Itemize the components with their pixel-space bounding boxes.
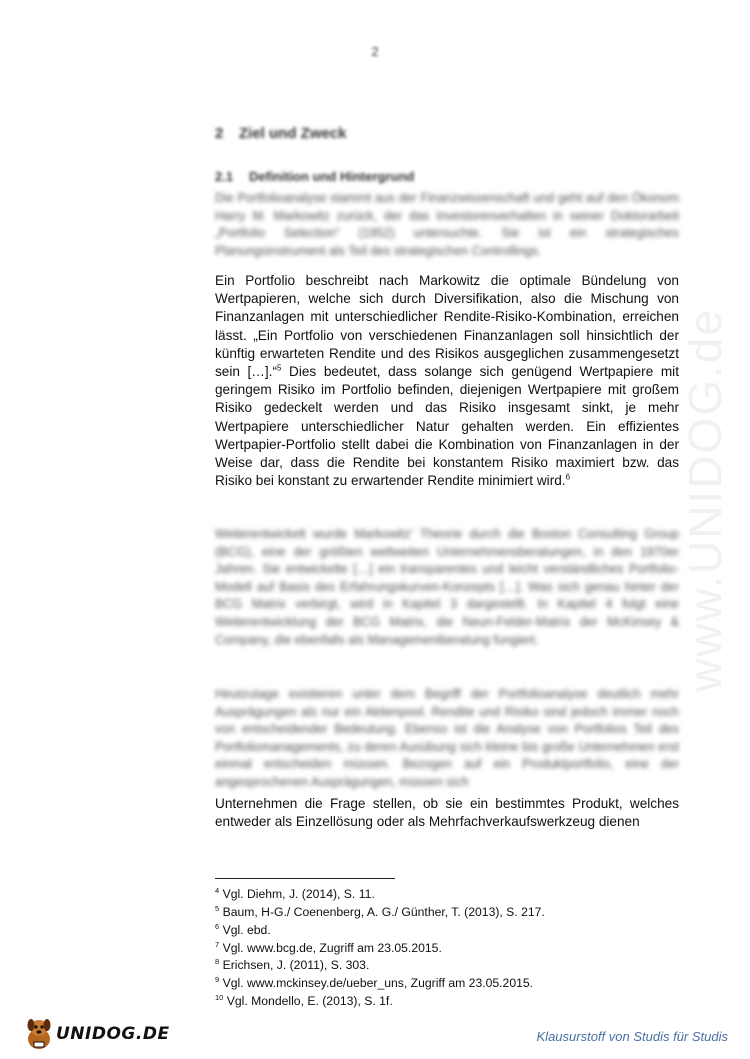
markowitz-paragraph: [215, 272, 679, 490]
watermark-text: www.UNIDOG.de: [679, 308, 731, 692]
chapter-title: Ziel und Zweck: [239, 125, 347, 142]
dog-icon: [24, 1017, 54, 1051]
footnotes: [215, 884, 545, 1009]
blurred-bcg-paragraph: Weiterentwickelt wurde Markowitz' Theorie durch die Boston Consulting Group (BCG), eine der größten weltweiten Unternehmensberatungen, in den 1970er Jahren. Sie entwickelte […] ein transparentes und leicht verständliches Portfolio-Modell auf Basis des Erfahrungskurven-Konzepts […]. Was sich genau hinter der BCG Matrix verbirgt, wird in Kapitel 3 dargestellt. In Kapitel 4 folgt eine Weiterentwicklung der BCG Matrix, die Neun-Felder-Matrix der McKinsey & Company, die ebenfalls als Managementberatung fungiert.: [215, 527, 679, 647]
footnote-item: $^7$ Vgl. www.bcg.de, Zugriff am 23.05.2015.: [215, 939, 442, 955]
footnote-item: $^5$ Baum, H-G./ Coenenberg, A. G./ Günther, T. (2013), S. 217.: [215, 903, 545, 919]
footnote-item: $^6$ Vgl. ebd.: [215, 921, 271, 937]
blurred-today-paragraph: Heutzutage existieren unter dem Begriff der Portfolioanalyse deutlich mehr Ausprägungen als nur ein Aktienpool. Rendite und Risiko sind jedoch immer noch von entscheidender Bedeutung. Ebenso ist die Analyse von Portfolios Teil des Portfoliomanagements, zu deren Ausübung sich kleine bis große Unternehmen erst einmal entscheiden müssen. Bezogen auf ein Produktportfolio, eine der angesprochenen Ausprägungen, müssen sich: [215, 687, 679, 789]
tail-paragraph: Unternehmen die Frage stellen, ob sie ein bestimmtes Produkt, welches entweder als Einzellösung oder als Mehrfachverkaufswerkzeug dienen: [215, 796, 679, 830]
chapter-number: 2: [215, 125, 224, 142]
page-number: 2: [371, 44, 379, 59]
blurred-intro-paragraph: Die Portfolioanalyse stammt aus der Finanzwissenschaft und geht auf den Ökonom Harry M. Markowitz zurück, der das Investorenverhalten in seiner Doktorarbeit „Portfolio Selection“ (1952) untersuchte. Sie ist ein strategisches Planungsinstrument als Teil des strategischen Controllings.: [215, 191, 679, 258]
footnote-separator: [215, 878, 395, 879]
footer-tagline: Klausurstoff von Studis für Studis: [536, 1029, 728, 1044]
section-title: Definition und Hintergrund: [249, 169, 415, 184]
markowitz-text-2: Dies bedeutet, dass solange sich genügend Wertpapiere mit geringem Risiko im Portfolio befinden, diejenigen Wertpapiere mit großem Risiko gedeckelt werden und das Risiko insgesamt sinkt, je mehr Wertpapiere unterschiedlicher Natur gehalten werden. Ein effizientes Wertpapier-Portfolio stellt dabei die Kombination von Finanzanlagen in der Weise dar, dass die Rendite bei konstantem Risiko maximiert bzw. das Risiko bei konstant zu erwartender Rendite minimiert wird.: [215, 364, 679, 489]
footnote-item: $^4$ Vgl. Diehm, J. (2014), S. 11.: [215, 886, 375, 902]
footnote-ref-5: 5: [276, 363, 282, 373]
markowitz-text-1: Ein Portfolio beschreibt nach Markowitz die optimale Bündelung von Wertpapieren, welche sich durch Diversifikation, also die Mischung von Finanzanlagen mit unterschiedlicher Rendite-Risiko-Kombination, erreichen lässt. „Ein Portfolio von verschiedenen Finanzanlagen soll hinsichtlich der künftig erwarteten Rendite und des Risikos ausgeglichen zusammengesetzt sein […].“: [215, 273, 679, 380]
section-number: 2.1: [215, 169, 234, 184]
unidog-logo[interactable]: [24, 1016, 170, 1052]
section-heading: [215, 169, 414, 184]
footnote-item: $^{10}$ Vgl. Mondello, E. (2013), S. 1f.: [215, 993, 393, 1009]
chapter-heading: [215, 125, 347, 142]
footnote-item: $^9$ Vgl. www.mckinsey.de/ueber_uns, Zugriff am 23.05.2015.: [215, 975, 534, 991]
footnote-ref-6: 6: [565, 472, 571, 482]
logo-text: UNIDOG.DE: [56, 1024, 170, 1044]
footnote-item: $^8$ Erichsen, J. (2011), S. 303.: [215, 957, 370, 973]
